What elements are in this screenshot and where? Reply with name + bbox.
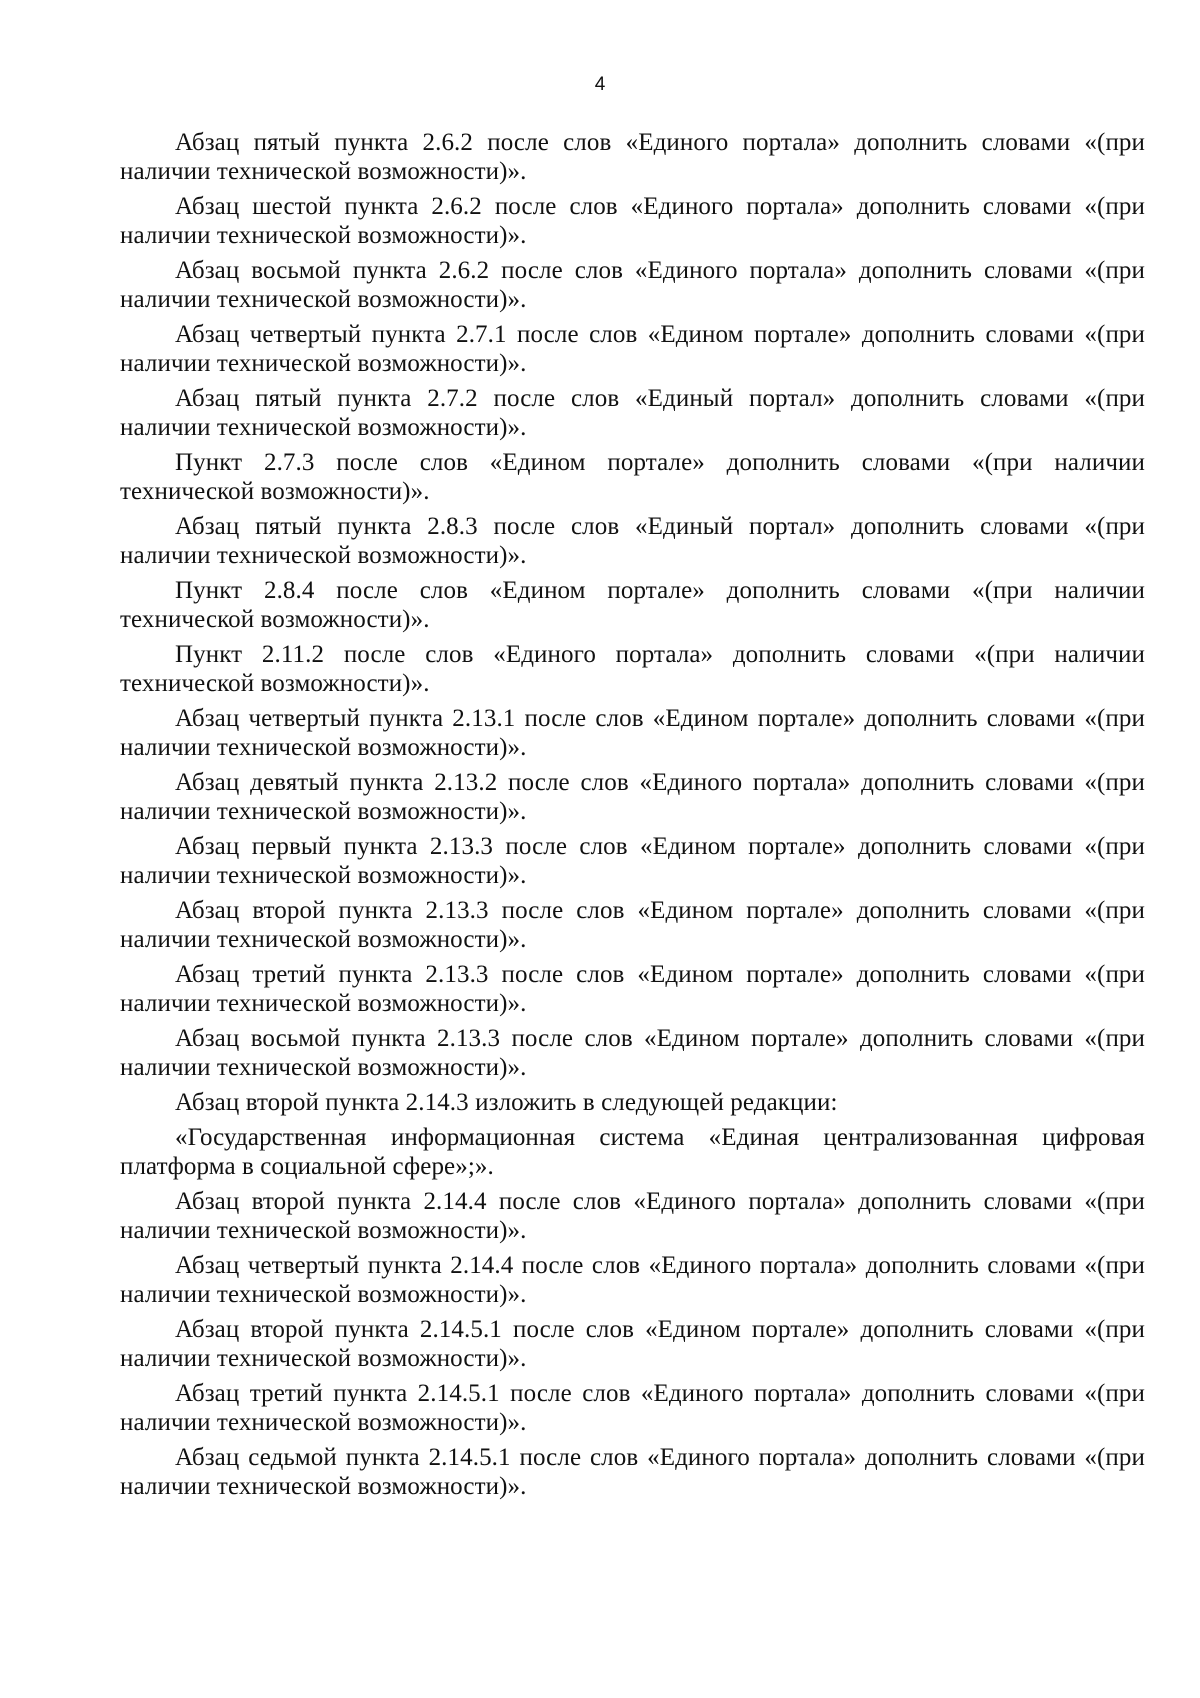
paragraph: Абзац шестой пункта 2.6.2 после слов «Единого портала» дополнить словами «(при наличии технической возможности)». xyxy=(120,193,1145,249)
paragraph: Абзац четвертый пункта 2.7.1 после слов «Едином портале» дополнить словами «(при наличии технической возможности)». xyxy=(120,321,1145,377)
paragraph: Абзац второй пункта 2.14.4 после слов «Единого портала» дополнить словами «(при наличии технической возможности)». xyxy=(120,1188,1145,1244)
paragraph: Абзац третий пункта 2.13.3 после слов «Едином портале» дополнить словами «(при наличии технической возможности)». xyxy=(120,961,1145,1017)
paragraph: Пункт 2.11.2 после слов «Единого портала» дополнить словами «(при наличии технической возможности)». xyxy=(120,641,1145,697)
paragraph: Абзац второй пункта 2.14.5.1 после слов «Едином портале» дополнить словами «(при наличии технической возможности)». xyxy=(120,1316,1145,1372)
paragraph: Абзац второй пункта 2.13.3 после слов «Едином портале» дополнить словами «(при наличии технической возможности)». xyxy=(120,897,1145,953)
paragraph: Абзац четвертый пункта 2.13.1 после слов «Едином портале» дополнить словами «(при наличии технической возможности)». xyxy=(120,705,1145,761)
paragraph: Абзац второй пункта 2.14.3 изложить в следующей редакции: xyxy=(175,1089,838,1116)
paragraph: Абзац восьмой пункта 2.6.2 после слов «Единого портала» дополнить словами «(при наличии технической возможности)». xyxy=(120,257,1145,313)
paragraph: Абзац пятый пункта 2.7.2 после слов «Единый портал» дополнить словами «(при наличии технической возможности)». xyxy=(120,385,1145,441)
page-number: 4 xyxy=(594,74,606,95)
paragraph-quote: «Государственная информационная система «Единая централизованная цифровая платформа в социальной сфере»;». xyxy=(120,1124,1145,1180)
paragraph: Пункт 2.7.3 после слов «Едином портале» дополнить словами «(при наличии технической возможности)». xyxy=(120,449,1145,505)
paragraph: Абзац восьмой пункта 2.13.3 после слов «Едином портале» дополнить словами «(при наличии технической возможности)». xyxy=(120,1025,1145,1081)
paragraph: Абзац третий пункта 2.14.5.1 после слов «Единого портала» дополнить словами «(при наличии технической возможности)». xyxy=(120,1380,1145,1436)
paragraph: Абзац четвертый пункта 2.14.4 после слов «Единого портала» дополнить словами «(при наличии технической возможности)». xyxy=(120,1252,1145,1308)
paragraph: Абзац седьмой пункта 2.14.5.1 после слов «Единого портала» дополнить словами «(при наличии технической возможности)». xyxy=(120,1444,1145,1500)
paragraph: Абзац первый пункта 2.13.3 после слов «Едином портале» дополнить словами «(при наличии технической возможности)». xyxy=(120,833,1145,889)
paragraph: Абзац пятый пункта 2.6.2 после слов «Единого портала» дополнить словами «(при наличии технической возможности)». xyxy=(120,129,1145,185)
paragraph: Абзац девятый пункта 2.13.2 после слов «Единого портала» дополнить словами «(при наличии технической возможности)». xyxy=(120,769,1145,825)
paragraph: Пункт 2.8.4 после слов «Едином портале» дополнить словами «(при наличии технической возможности)». xyxy=(120,577,1145,633)
document-body xyxy=(120,128,1145,1501)
paragraph: Абзац пятый пункта 2.8.3 после слов «Единый портал» дополнить словами «(при наличии технической возможности)». xyxy=(120,513,1145,569)
